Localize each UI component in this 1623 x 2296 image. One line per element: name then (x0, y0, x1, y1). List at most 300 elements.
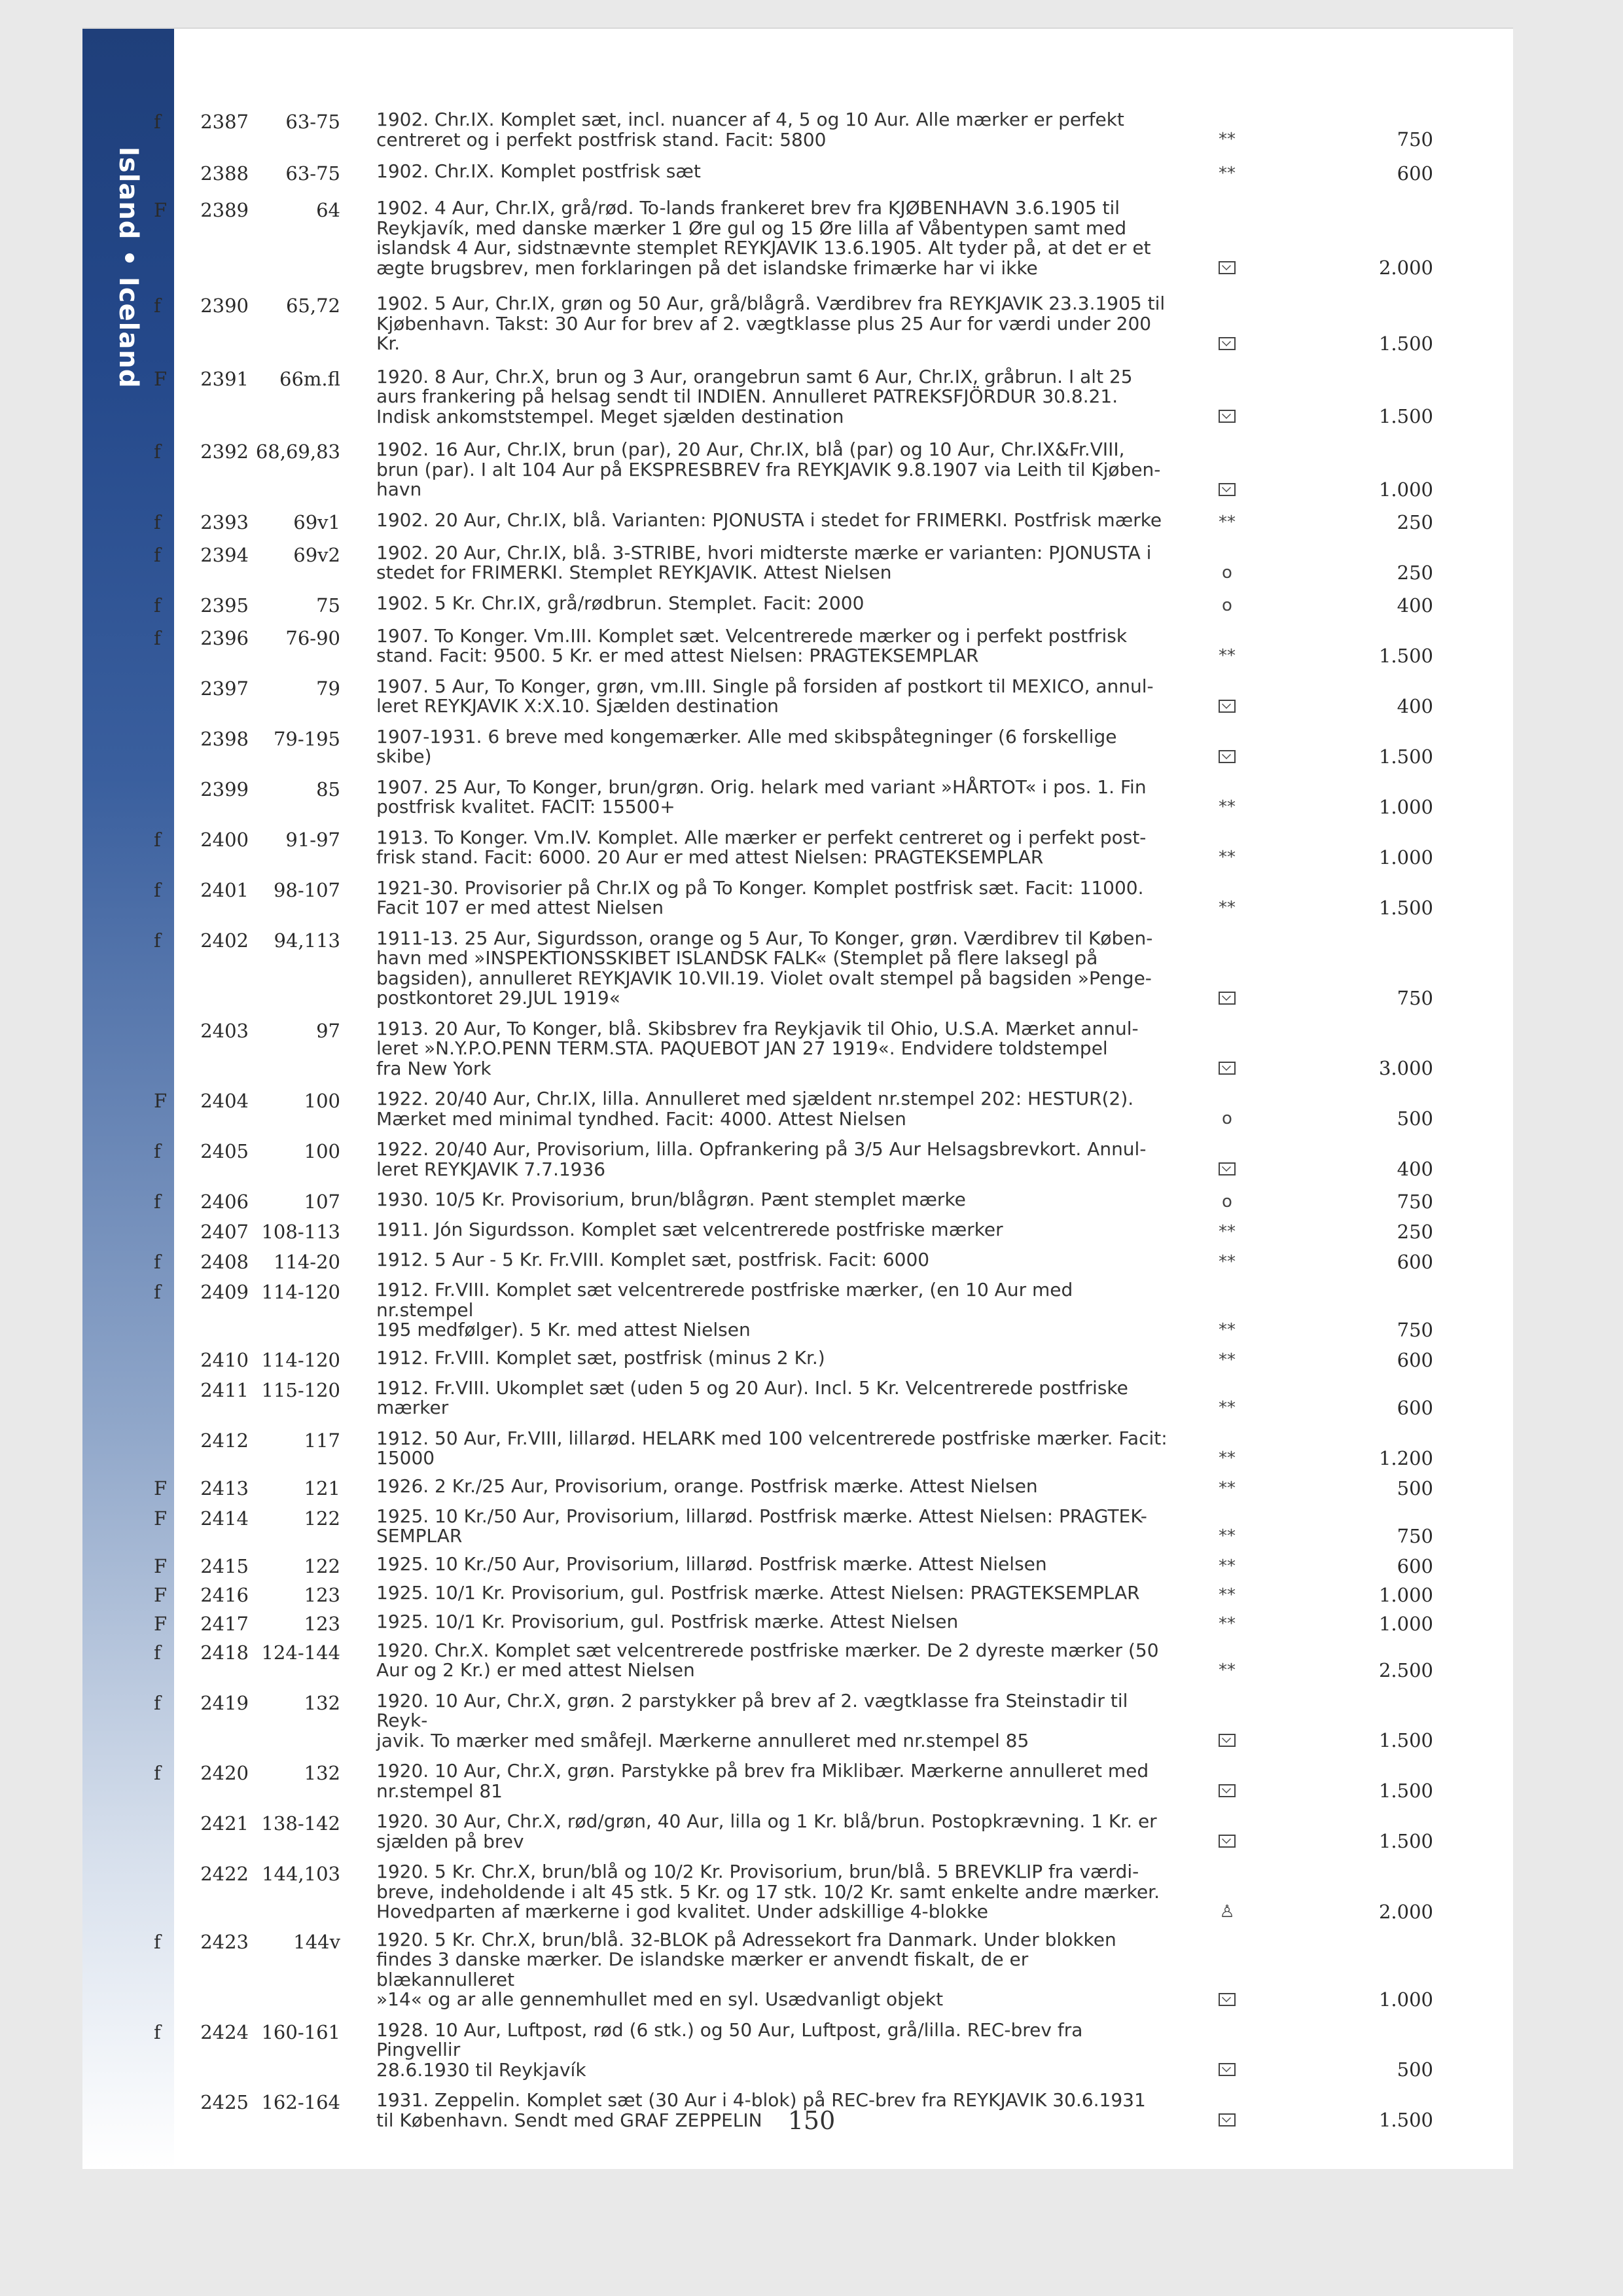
cover-icon (1219, 337, 1236, 350)
lot-number: 2387 (200, 111, 249, 133)
condition-symbol (1168, 294, 1286, 354)
lot-flag: f (154, 295, 161, 317)
lot-price: 750 (1397, 1191, 1433, 1213)
lot-number: 2406 (200, 1191, 249, 1213)
condition-symbol (1168, 1190, 1286, 1212)
lot-flag: f (154, 1930, 161, 1953)
lot-description: 1902. 4 Aur, Chr.IX, grå/rød. To-lands frankeret brev fra KJØBENHAVN 3.6.1905 til Reykjavík, med danske mærker 1 Øre gul og 15 Øre lilla af Våbentypen samt med islandsk 4 Aur, sidstnævnte stemplet REYKJAVIK 13.6.1905. Alt tyder på, at det er et ægte brugsbrev, men forklaringen på det islandske frimærke har vi ikke (376, 197, 1151, 279)
condition-symbol (1168, 828, 1286, 868)
lot-flag: f (154, 828, 161, 851)
lot-number: 2397 (200, 677, 249, 700)
lot-price: 1.000 (1378, 1988, 1433, 2011)
lot-description: 1920. 10 Aur, Chr.X, grøn. 2 parstykker på brev af 2. vægtklasse fra Steinstadir til Reyk- javik. To mærker med småfejl. Mærkerne annulleret med nr.stempel 85 (376, 1689, 1128, 1751)
lot-description: 1912. Fr.VIII. Ukomplet sæt (uden 5 og 20 Aur). Incl. 5 Kr. Velcentrerede postfriske mærker (376, 1376, 1128, 1418)
cover-icon (1219, 2063, 1236, 2076)
lot-number: 2390 (200, 295, 249, 317)
lot-description: 1907. 25 Aur, To Konger, brun/grøn. Orig. helark med variant »HÅRTOT« i pos. 1. Fin postfrisk kvalitet. FACIT: 15500+ (376, 776, 1147, 817)
lot-description: 1912. Fr.VIII. Komplet sæt, postfrisk (minus 2 Kr.) (376, 1346, 825, 1369)
lot-description: 1907-1931. 6 breve med kongemærker. Alle med skibspåtegninger (6 forskellige skibe) (376, 725, 1117, 767)
lot-description: 1920. 5 Kr. Chr.X, brun/blå og 10/2 Kr. Provisorium, brun/blå. 5 BREVKLIP fra værdi- breve, indeholdende i alt 45 stk. 5 Kr. og 17 stk. 10/2 Kr. samt enkelte andre mærker. Hovedparten af mærkerne i god kvalitet. Under adskillige 4-blokke (376, 1861, 1160, 1922)
cover-icon (1219, 483, 1236, 496)
condition-text: ** (1219, 1585, 1236, 1605)
lot-number: 2419 (200, 1691, 249, 1714)
lot-row (154, 110, 1433, 150)
catalogue-number: 98-107 (273, 878, 340, 901)
lot-number: 2410 (200, 1348, 249, 1371)
condition-symbol (1168, 1378, 1286, 1418)
condition-symbol (1168, 1761, 1286, 1801)
condition-symbol (1168, 1429, 1286, 1469)
condition-symbol (1168, 511, 1286, 533)
condition-symbol (1168, 110, 1286, 150)
lot-description: 1913. To Konger. Vm.IV. Komplet. Alle mærker er perfekt centreret og i perfekt post- frisk stand. Facit: 6000. 20 Aur er med attest Nielsen: PRAGTEKSEMPLAR (376, 826, 1147, 868)
condition-symbol (1168, 778, 1286, 817)
lot-number: 2394 (200, 543, 249, 566)
condition-symbol (1168, 1019, 1286, 1079)
lot-number: 2401 (200, 878, 249, 901)
catalogue-number: 122 (304, 1507, 340, 1530)
lot-row (154, 1190, 1433, 1212)
lot-description: 1931. Zeppelin. Komplet sæt (30 Aur i 4-blok) på REC-brev fra REYKJAVIK 30.6.1931 til København. Sendt med GRAF ZEPPELIN (376, 2089, 1146, 2131)
catalogue-number: 100 (304, 1090, 340, 1112)
cover-icon (1219, 700, 1236, 713)
lot-price: 3.000 (1378, 1057, 1433, 1079)
condition-symbol (1168, 1554, 1286, 1577)
catalogue-number: 63-75 (285, 111, 340, 133)
condition-symbol (1168, 543, 1286, 583)
condition-symbol (1168, 929, 1286, 1009)
lot-row (154, 1220, 1433, 1242)
cover-icon (1219, 1734, 1236, 1747)
catalogue-number: 132 (304, 1691, 340, 1714)
lot-number: 2412 (200, 1429, 249, 1452)
lot-row (154, 1139, 1433, 1179)
condition-text: ** (1219, 645, 1236, 666)
catalogue-number: 75 (316, 594, 340, 617)
lot-number: 2415 (200, 1554, 249, 1577)
catalogue-number: 132 (304, 1762, 340, 1784)
lot-price: 500 (1397, 2058, 1433, 2081)
lot-row (154, 162, 1433, 184)
lot-description: 1920. Chr.X. Komplet sæt velcentrerede postfriske mærker. De 2 dyreste mærker (50 Aur og 2 Kr.) er med attest Nielsen (376, 1639, 1159, 1681)
catalogue-number: 107 (304, 1191, 340, 1213)
lot-row (154, 1641, 1433, 1681)
catalogue-number: 65,72 (285, 295, 340, 317)
condition-symbol (1168, 1220, 1286, 1242)
lot-description: 1921-30. Provisorier på Chr.IX og på To Konger. Komplet postfrisk sæt. Facit: 11000. Facit 107 er med attest Nielsen (376, 876, 1144, 918)
lot-price: 1.500 (1378, 405, 1433, 427)
catalogue-number: 97 (316, 1019, 340, 1042)
catalogue-number: 162-164 (261, 2091, 340, 2113)
lot-price: 600 (1397, 1251, 1433, 1273)
lot-price: 1.000 (1378, 795, 1433, 818)
lot-flag (154, 778, 183, 817)
condition-text: ** (1219, 1397, 1236, 1418)
lot-flag: f (154, 626, 161, 649)
condition-text: ** (1219, 130, 1236, 149)
lot-price: 600 (1397, 1554, 1433, 1577)
lot-price: 1.500 (1378, 644, 1433, 667)
condition-symbol (1168, 727, 1286, 767)
lot-row (154, 1378, 1433, 1418)
lot-row (154, 1429, 1433, 1469)
lot-number: 2402 (200, 929, 249, 952)
lot-flag: f (154, 594, 161, 617)
lot-number: 2407 (200, 1221, 249, 1243)
lot-description: 1925. 10 Kr./50 Aur, Provisorium, lillarød. Postfrisk mærke. Attest Nielsen: PRAGTEK- SEMPLAR (376, 1505, 1147, 1547)
condition-symbol (1168, 198, 1286, 278)
lot-flag: F (154, 367, 168, 390)
lot-number: 2395 (200, 594, 249, 617)
condition-symbol (1168, 1089, 1286, 1129)
lot-description: 1930. 10/5 Kr. Provisorium, brun/blågrøn. Pænt stemplet mærke (376, 1189, 966, 1210)
condition-symbol (1168, 1930, 1286, 2010)
lot-flag (154, 1348, 183, 1371)
condition-symbol (1168, 1348, 1286, 1371)
lot-price: 500 (1397, 1107, 1433, 1130)
lot-price: 1.000 (1378, 1612, 1433, 1635)
lot-number: 2389 (200, 199, 249, 221)
lot-description: 1920. 30 Aur, Chr.X, rød/grøn, 40 Aur, lilla og 1 Kr. blå/brun. Postopkrævning. 1 Kr. er sjælden på brev (376, 1810, 1157, 1852)
condition-symbol (1168, 2020, 1286, 2081)
lot-number: 2399 (200, 778, 249, 800)
lot-flag: f (154, 1691, 161, 1714)
lot-number: 2408 (200, 1251, 249, 1273)
lot-description: 1913. 20 Aur, To Konger, blå. Skibsbrev fra Reykjavik til Ohio, U.S.A. Mærket annul- leret »N.Y.P.O.PENN TERM.STA. PAQUEBOT JAN 27 1919«. Endvidere toldstempel fra New York (376, 1017, 1139, 1079)
cover-icon (1219, 261, 1236, 274)
lot-price: 1.500 (1378, 1830, 1433, 1852)
lot-price: 1.000 (1378, 1583, 1433, 1606)
condition-text: ** (1219, 1319, 1236, 1340)
condition-text: ** (1219, 164, 1236, 183)
catalogue-number: 123 (304, 1612, 340, 1635)
catalogue-number: 69v2 (293, 543, 340, 566)
catalogue-number: 124-144 (261, 1641, 340, 1664)
catalogue-number: 76-90 (285, 626, 340, 649)
condition-text: ** (1219, 1222, 1236, 1242)
lot-number: 2417 (200, 1612, 249, 1635)
lot-number: 2400 (200, 828, 249, 851)
catalogue-number: 85 (316, 778, 340, 800)
catalogue-number: 114-120 (261, 1281, 340, 1303)
catalogue-number: 122 (304, 1554, 340, 1577)
lot-number: 2422 (200, 1863, 249, 1885)
lot-number: 2396 (200, 626, 249, 649)
lot-price: 1.500 (1378, 2109, 1433, 2131)
lot-description: 1902. 5 Kr. Chr.IX, grå/rødbrun. Stemplet. Facit: 2000 (376, 592, 865, 614)
lot-description: 1907. 5 Aur, To Konger, grøn, vm.III. Single på forsiden af postkort til MEXICO, annul- leret REYKJAVIK X:X.10. Sjælden destination (376, 675, 1154, 717)
lot-flag: F (154, 1554, 168, 1577)
lot-flag: f (154, 2020, 161, 2043)
lot-row (154, 828, 1433, 868)
cover-icon (1219, 992, 1236, 1005)
condition-symbol (1168, 440, 1286, 500)
lot-price: 400 (1397, 594, 1433, 617)
lot-row (154, 294, 1433, 354)
lot-flag (154, 1019, 183, 1079)
condition-symbol (1168, 367, 1286, 427)
lot-number: 2421 (200, 1812, 249, 1835)
lot-description: 1902. 16 Aur, Chr.IX, brun (par), 20 Aur, Chr.IX, blå (par) og 10 Aur, Chr.IX&Fr.VIII, brun (par). I alt 104 Aur på EKSPRESBREV fra REYKJAVIK 9.8.1907 via Leith til Kjøben- havn (376, 439, 1161, 500)
lot-number: 2424 (200, 2020, 249, 2043)
cover-icon (1219, 1062, 1236, 1075)
condition-symbol (1168, 1862, 1286, 1922)
lot-row (154, 1930, 1433, 2010)
page-number: 150 (787, 2106, 836, 2135)
lot-row (154, 1761, 1433, 1801)
catalogue-number: 138-142 (261, 1812, 340, 1835)
lot-row (154, 440, 1433, 500)
lot-number: 2411 (200, 1378, 249, 1401)
lot-price: 1.000 (1378, 478, 1433, 501)
lot-price: 750 (1397, 1318, 1433, 1341)
section-tab-label: Island • Iceland (113, 147, 143, 389)
lot-row (154, 1019, 1433, 1079)
catalogue-number: 63-75 (285, 162, 340, 185)
lot-price: 1.500 (1378, 332, 1433, 355)
lot-row (154, 1612, 1433, 1634)
lot-row (154, 1250, 1433, 1272)
catalogue-number: 79-195 (273, 727, 340, 750)
condition-text: ** (1219, 897, 1236, 918)
lot-description: 1920. 8 Aur, Chr.X, brun og 3 Aur, orangebrun samt 6 Aur, Chr.IX, gråbrun. I alt 25 aurs frankering på helsag sendt til INDIEN. Annulleret PATREKSFJÖRDUR 30.8.21. Indisk ankomststempel. Meget sjælden destination (376, 365, 1133, 427)
condition-symbol (1168, 1641, 1286, 1681)
lot-number: 2392 (200, 440, 249, 463)
condition-text: o (1222, 1192, 1232, 1211)
lot-description: 1925. 10 Kr./50 Aur, Provisorium, lillarød. Postfrisk mærke. Attest Nielsen (376, 1552, 1047, 1575)
lot-price: 750 (1397, 986, 1433, 1009)
lot-number: 2393 (200, 511, 249, 533)
lot-flag: f (154, 1641, 161, 1664)
lot-description: 1912. 5 Aur - 5 Kr. Fr.VIII. Komplet sæt, postfrisk. Facit: 6000 (376, 1249, 930, 1270)
lot-row (154, 778, 1433, 817)
lot-flag: f (154, 929, 161, 952)
catalogue-number: 91-97 (285, 828, 340, 851)
lot-row (154, 1691, 1433, 1751)
lot-price: 250 (1397, 511, 1433, 533)
lot-number: 2416 (200, 1583, 249, 1606)
lot-price: 250 (1397, 561, 1433, 584)
catalogue-number: 108-113 (261, 1221, 340, 1243)
lot-description: 1925. 10/1 Kr. Provisorium, gul. Postfrisk mærke. Attest Nielsen: PRAGTEKSEMPLAR (376, 1581, 1140, 1604)
catalogue-number: 115-120 (261, 1378, 340, 1401)
condition-symbol (1168, 594, 1286, 616)
cover-icon (1219, 1835, 1236, 1848)
condition-text: ** (1219, 797, 1236, 817)
lot-flag: f (154, 878, 161, 901)
lot-number: 2423 (200, 1930, 249, 1953)
lot-row (154, 929, 1433, 1009)
catalogue-number: 117 (304, 1429, 340, 1452)
lot-flag: f (154, 1281, 161, 1303)
lot-flag: f (154, 543, 161, 566)
condition-symbol (1168, 878, 1286, 918)
lot-number: 2403 (200, 1019, 249, 1042)
condition-text: ** (1219, 1526, 1236, 1546)
lot-row (154, 677, 1433, 717)
lot-description: 1907. To Konger. Vm.III. Komplet sæt. Velcentrerede mærker og i perfekt postfrisk stand. Facit: 9500. 5 Kr. er med attest Nielsen: PRAGTEKSEMPLAR (376, 624, 1128, 666)
catalogue-number: 94,113 (274, 929, 340, 952)
catalogue-number: 66m.fl (279, 367, 340, 390)
lot-price: 600 (1397, 1396, 1433, 1419)
catalogue-number: 114-120 (261, 1348, 340, 1371)
lot-row (154, 1554, 1433, 1577)
lot-description: 1902. 20 Aur, Chr.IX, blå. Varianten: PJONUSTA i stedet for FRIMERKI. Postfrisk mærke (376, 509, 1162, 531)
catalogue-number: 144v (293, 1930, 340, 1953)
lot-number: 2388 (200, 162, 249, 185)
lot-row (154, 1862, 1433, 1922)
lot-number: 2414 (200, 1507, 249, 1530)
lot-listing (154, 110, 1433, 2130)
catalogue-number: 64 (316, 199, 340, 221)
lot-flag: f (154, 511, 161, 533)
catalogue-number: 121 (304, 1477, 340, 1499)
lot-number: 2409 (200, 1281, 249, 1303)
lot-description: 1926. 2 Kr./25 Aur, Provisorium, orange. Postfrisk mærke. Attest Nielsen (376, 1475, 1038, 1497)
lot-row (154, 367, 1433, 427)
condition-text: ** (1219, 1252, 1236, 1272)
condition-symbol (1168, 677, 1286, 717)
lot-row (154, 1089, 1433, 1129)
lot-price: 600 (1397, 1348, 1433, 1371)
condition-text: ♙ (1219, 1901, 1235, 1922)
lot-flag: f (154, 1140, 161, 1162)
lot-price: 2.000 (1378, 257, 1433, 279)
lot-row (154, 2020, 1433, 2081)
condition-symbol (1168, 162, 1286, 184)
condition-symbol (1168, 1280, 1286, 1340)
lot-flag (154, 1378, 183, 1418)
catalogue-number: 68,69,83 (255, 440, 340, 463)
lot-description: 1922. 20/40 Aur, Provisorium, lilla. Opfrankering på 3/5 Aur Helsagsbrevkort. Annul- leret REYKJAVIK 7.7.1936 (376, 1138, 1147, 1180)
cover-icon (1219, 1784, 1236, 1797)
condition-text: ** (1219, 1613, 1236, 1634)
lot-row (154, 1477, 1433, 1499)
lot-price: 1.500 (1378, 1780, 1433, 1802)
cover-icon (1219, 1993, 1236, 2006)
lot-price: 400 (1397, 694, 1433, 717)
catalogue-number: 114-20 (273, 1251, 340, 1273)
condition-symbol (1168, 1583, 1286, 1605)
lot-flag: F (154, 1583, 168, 1606)
lot-number: 2391 (200, 367, 249, 390)
catalogue-number: 100 (304, 1140, 340, 1162)
lot-description: 1920. 5 Kr. Chr.X, brun/blå. 32-BLOK på Adressekort fra Danmark. Under blokken findes 3 danske mærker. De islandske mærker er anvendt fiskalt, de er blækannulleret »14« og ar alle gennemhullet med en syl. Usædvanligt objekt (376, 1928, 1116, 2010)
lot-price: 1.500 (1378, 896, 1433, 919)
condition-symbol (1168, 1250, 1286, 1272)
lot-flag (154, 1862, 183, 1922)
condition-text: ** (1219, 1660, 1236, 1680)
lot-row (154, 878, 1433, 918)
lot-number: 2420 (200, 1762, 249, 1784)
catalogue-number: 79 (316, 677, 340, 700)
catalogue-number: 144,103 (262, 1863, 340, 1885)
condition-symbol (1168, 1612, 1286, 1634)
lot-row (154, 1812, 1433, 1852)
lot-row (154, 198, 1433, 278)
catalogue-number: 160-161 (261, 2020, 340, 2043)
lot-price: 500 (1397, 1477, 1433, 1499)
condition-text: o (1222, 562, 1232, 583)
lot-price: 750 (1397, 1524, 1433, 1547)
lot-row (154, 1507, 1433, 1547)
cover-icon (1219, 1162, 1236, 1175)
lot-price: 250 (1397, 1221, 1433, 1243)
lot-price: 750 (1397, 128, 1433, 151)
condition-symbol (1168, 626, 1286, 666)
lot-row (154, 1583, 1433, 1605)
lot-flag (154, 1220, 183, 1242)
lot-price: 1.200 (1378, 1446, 1433, 1469)
lot-description: 1902. Chr.IX. Komplet sæt, incl. nuancer af 4, 5 og 10 Aur. Alle mærker er perfekt centreret og i perfekt postfrisk stand. Facit: 5800 (376, 109, 1124, 151)
lot-number: 2425 (200, 2091, 249, 2113)
lot-row (154, 543, 1433, 583)
lot-flag: f (154, 440, 161, 463)
lot-price: 600 (1397, 162, 1433, 185)
condition-symbol (1168, 1477, 1286, 1499)
lot-number: 2413 (200, 1477, 249, 1499)
condition-text: ** (1219, 1350, 1236, 1370)
condition-symbol (1168, 1691, 1286, 1751)
catalogue-number: 123 (304, 1583, 340, 1606)
lot-description: 1928. 10 Aur, Luftpost, rød (6 stk.) og 50 Aur, Luftpost, grå/lilla. REC-brev fra Pingvellir 28.6.1930 til Reykjavík (376, 2018, 1083, 2081)
lot-description: 1912. Fr.VIII. Komplet sæt velcentrerede postfriske mærker, (en 10 Aur med nr.stempel 195 medfølger). 5 Kr. med attest Nielsen (376, 1279, 1073, 1340)
condition-text: ** (1219, 512, 1236, 532)
condition-symbol (1168, 1812, 1286, 1852)
lot-description: 1902. 5 Aur, Chr.IX, grøn og 50 Aur, grå/blågrå. Værdibrev fra REYKJAVIK 23.3.1905 til Kjøbenhavn. Takst: 30 Aur for brev af 2. vægtklasse plus 25 Aur for værdi under 200 Kr. (376, 293, 1166, 354)
lot-row (154, 594, 1433, 616)
lot-description: 1911-13. 25 Aur, Sigurdsson, orange og 5 Aur, To Konger, grøn. Værdibrev til Køben- havn med »INSPEKTIONSSKIBET ISLANDSK FALK« (Stemplet på flere laksegl på bagsiden), annulleret REYKJAVIK 10.VII.19. Violet ovalt stempel på bagsiden »Penge- postkontoret 29.JUL 1919« (376, 927, 1153, 1009)
lot-flag: F (154, 1090, 168, 1112)
lot-price: 400 (1397, 1158, 1433, 1180)
lot-description: 1920. 10 Aur, Chr.X, grøn. Parstykke på brev fra Miklibær. Mærkerne annulleret med nr.stempel 81 (376, 1760, 1149, 1802)
lot-flag: f (154, 1251, 161, 1273)
lot-description: 1912. 50 Aur, Fr.VIII, lillarød. HELARK med 100 velcentrerede postfriske mærker. Facit: 15000 (376, 1427, 1168, 1469)
cover-icon (1219, 750, 1236, 763)
condition-symbol (1168, 1139, 1286, 1179)
lot-description: 1911. Jón Sigurdsson. Komplet sæt velcentrerede postfriske mærker (376, 1219, 1003, 1240)
lot-flag: f (154, 1762, 161, 1784)
condition-text: ** (1219, 847, 1236, 867)
lot-price: 2.500 (1378, 1659, 1433, 1681)
lot-flag: f (154, 111, 161, 133)
condition-symbol (1168, 1507, 1286, 1547)
lot-row (154, 1348, 1433, 1371)
lot-flag (154, 1812, 183, 1852)
condition-text: ** (1219, 1448, 1236, 1468)
lot-price: 2.000 (1378, 1900, 1433, 1923)
lot-flag (154, 162, 183, 184)
lot-row (154, 626, 1433, 666)
lot-description: 1902. 20 Aur, Chr.IX, blå. 3-STRIBE, hvori midterste mærke er varianten: PJONUSTA i stedet for FRIMERKI. Stemplet REYKJAVIK. Attest Nielsen (376, 541, 1152, 583)
lot-row (154, 1280, 1433, 1340)
lot-price: 1.500 (1378, 745, 1433, 768)
lot-flag (154, 727, 183, 767)
lot-number: 2405 (200, 1140, 249, 1162)
lot-price: 1.000 (1378, 846, 1433, 869)
lot-flag (154, 1429, 183, 1469)
lot-description: 1922. 20/40 Aur, Chr.IX, lilla. Annulleret med sjældent nr.stempel 202: HESTUR(2). Mærket med minimal tyndhed. Facit: 4000. Attest Nielsen (376, 1088, 1134, 1130)
lot-description: 1925. 10/1 Kr. Provisorium, gul. Postfrisk mærke. Attest Nielsen (376, 1610, 959, 1632)
condition-text: o (1222, 595, 1232, 615)
lot-flag: F (154, 1612, 168, 1635)
lot-flag: F (154, 199, 168, 221)
cover-icon (1219, 410, 1236, 423)
lot-flag (154, 677, 183, 717)
lot-flag: F (154, 1477, 168, 1499)
lot-number: 2398 (200, 727, 249, 750)
condition-text: ** (1219, 1556, 1236, 1576)
